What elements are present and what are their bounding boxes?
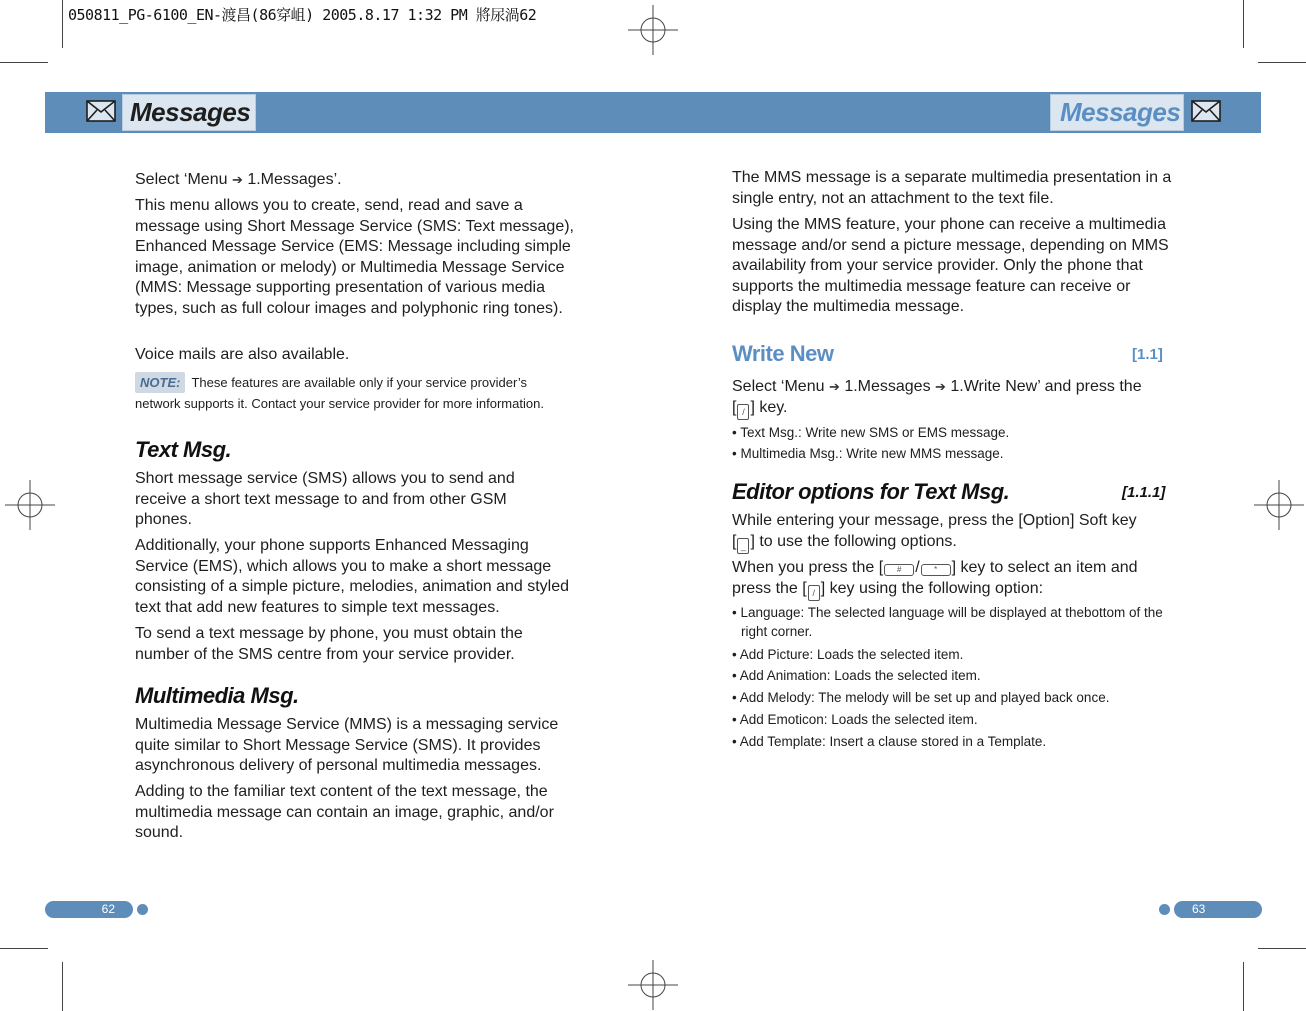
arrow-icon: ➔ (828, 379, 840, 394)
editor-ref: [1.1.1] (1122, 484, 1166, 501)
editor-line-4a: press the [ (732, 580, 807, 597)
note-text: These features are available only if your service provider’s network supports it. Contact your service provider for more information. (135, 375, 544, 411)
section-title-multimedia-msg: Multimedia Msg. (135, 683, 299, 708)
page-dot-right (1159, 904, 1170, 915)
down-key-icon: * (921, 564, 951, 576)
page-dot-left (137, 904, 148, 915)
crop-mark (1258, 62, 1306, 63)
print-header: 050811_PG-6100_EN-渡昌(86穿岨) 2005.8.17 1:32 PM 將尿渦62 (68, 6, 537, 24)
write-new-select: Select ‘Menu ➔ 1.Messages ➔ 1.Write New’ and press the [ / ] key. (732, 377, 1182, 420)
page-number-left (45, 901, 133, 918)
envelope-icon (1191, 100, 1221, 122)
section-title-write-new: Write New (732, 341, 834, 366)
crop-mark (1243, 0, 1244, 48)
text-msg-paragraph-1: Short message service (SMS) allows you to send and receive a short text message to and from other GSM phones. (135, 470, 515, 529)
editor-bullet: • Add Melody: The melody will be set up and played back once. (732, 690, 1110, 705)
editor-bullet: • Add Template: Insert a clause stored in a Template. (732, 734, 1047, 749)
crop-mark (1243, 962, 1244, 1011)
text-msg-paragraph-3: To send a text message by phone, you must obtain the number of the SMS centre from your service provider. (135, 625, 523, 663)
page-number-right (1174, 901, 1262, 918)
write-new-ref: [1.1] (1132, 346, 1163, 363)
wn-key-suffix: ] key. (750, 398, 788, 416)
crop-mark (0, 62, 48, 63)
editor-line-3a: When you press the [ (732, 559, 884, 576)
envelope-icon (86, 100, 116, 122)
note-label: NOTE: (135, 372, 185, 393)
voice-mail-paragraph: Voice mails are also available. (135, 346, 350, 363)
write-new-bullet-1: • Text Msg.: Write new SMS or EMS message. (732, 425, 1010, 440)
up-key-icon: # (884, 564, 914, 576)
editor-bullet: • Language: The selected language will be displayed at thebottom of the right corner. (732, 605, 1163, 639)
wn-select-b: 1.Messages (844, 378, 931, 395)
note-box (135, 372, 565, 414)
registration-mark-right (1254, 480, 1304, 530)
wn-select-c: 1.Write New’ and press the (950, 378, 1142, 395)
arrow-icon: ➔ (231, 172, 243, 187)
intro-select-suffix: 1.Messages’. (247, 171, 342, 188)
section-title-editor-options: Editor options for Text Msg. (732, 479, 1010, 504)
multimedia-paragraph-2: Adding to the familiar text content of the text message, the multimedia message can contain an image, graphic, and/or sound. (135, 783, 554, 842)
page-title-left: Messages (130, 97, 251, 127)
mms-paragraph-2: Using the MMS feature, your phone can receive a multimedia message and/or send a picture message, depending on MMS availability from your service provider. Only the phone that supports the multimedia message feature can receive or display the multimedia message. (732, 216, 1169, 316)
editor-line-2: [ _ ] to use the following options. (732, 532, 1182, 554)
crop-mark (0, 948, 48, 949)
mms-paragraph-1: The MMS message is a separate multimedia presentation in a single entry, not an attachment to the text file. (732, 169, 1172, 207)
arrow-icon: ➔ (935, 379, 946, 394)
soft-key-icon: _ (737, 538, 749, 554)
section-title-text-msg: Text Msg. (135, 437, 232, 462)
crop-mark (62, 0, 63, 48)
ok-key-icon: / (808, 585, 820, 601)
editor-line-4 (732, 579, 1182, 601)
page-title-right: Messages (1060, 97, 1181, 127)
crop-mark (62, 962, 63, 1011)
intro-select-prefix: Select ‘Menu (135, 171, 228, 188)
page-number-right-text: 63 (1192, 902, 1206, 916)
editor-line-4b: ] key using the following option: (820, 580, 1044, 597)
editor-bullet: • Add Emoticon: Loads the selected item. (732, 712, 978, 727)
editor-bullet: • Add Animation: Loads the selected item. (732, 668, 981, 683)
write-new-bullet-2: • Multimedia Msg.: Write new MMS message. (732, 446, 1004, 461)
editor-line-1: While entering your message, press the [Option] Soft key (732, 512, 1137, 529)
crop-mark (1258, 948, 1306, 949)
intro-select (135, 170, 575, 191)
registration-mark-bottom (628, 960, 678, 1010)
ok-key-icon: / (737, 404, 749, 420)
multimedia-paragraph-1: Multimedia Message Service (MMS) is a messaging service quite similar to Short Message Service (SMS). It provides asynchronous delivery of personal multimedia messages. (135, 716, 559, 775)
registration-mark-top (628, 5, 678, 55)
editor-line-2-suffix: ] to use the following options. (750, 533, 957, 550)
editor-line-3: When you press the [ # / * ] key to select an item and (732, 559, 1138, 576)
editor-bullet: • Add Picture: Loads the selected item. (732, 647, 964, 662)
page-number-left-text: 62 (101, 902, 115, 916)
editor-line-3b: ] key to select an item and (951, 559, 1138, 576)
wn-select-a: Select ‘Menu (732, 378, 825, 395)
text-msg-paragraph-2: Additionally, your phone supports Enhanced Messaging Service (EMS), which allows you to make a short message consisting of a simple picture, melodies, animation and styled text that add new features to simple text messages. (135, 537, 569, 616)
intro-paragraph: This menu allows you to create, send, read and save a message using Short Message Service (SMS: Text message), Enhanced Message Service (EMS: Message including simple image, animation or melody) or Multimedia Message Service (MMS: Message supporting presentation of various media types, such as full colour images and polyphonic ring tones). (135, 197, 574, 317)
registration-mark-left (5, 480, 55, 530)
